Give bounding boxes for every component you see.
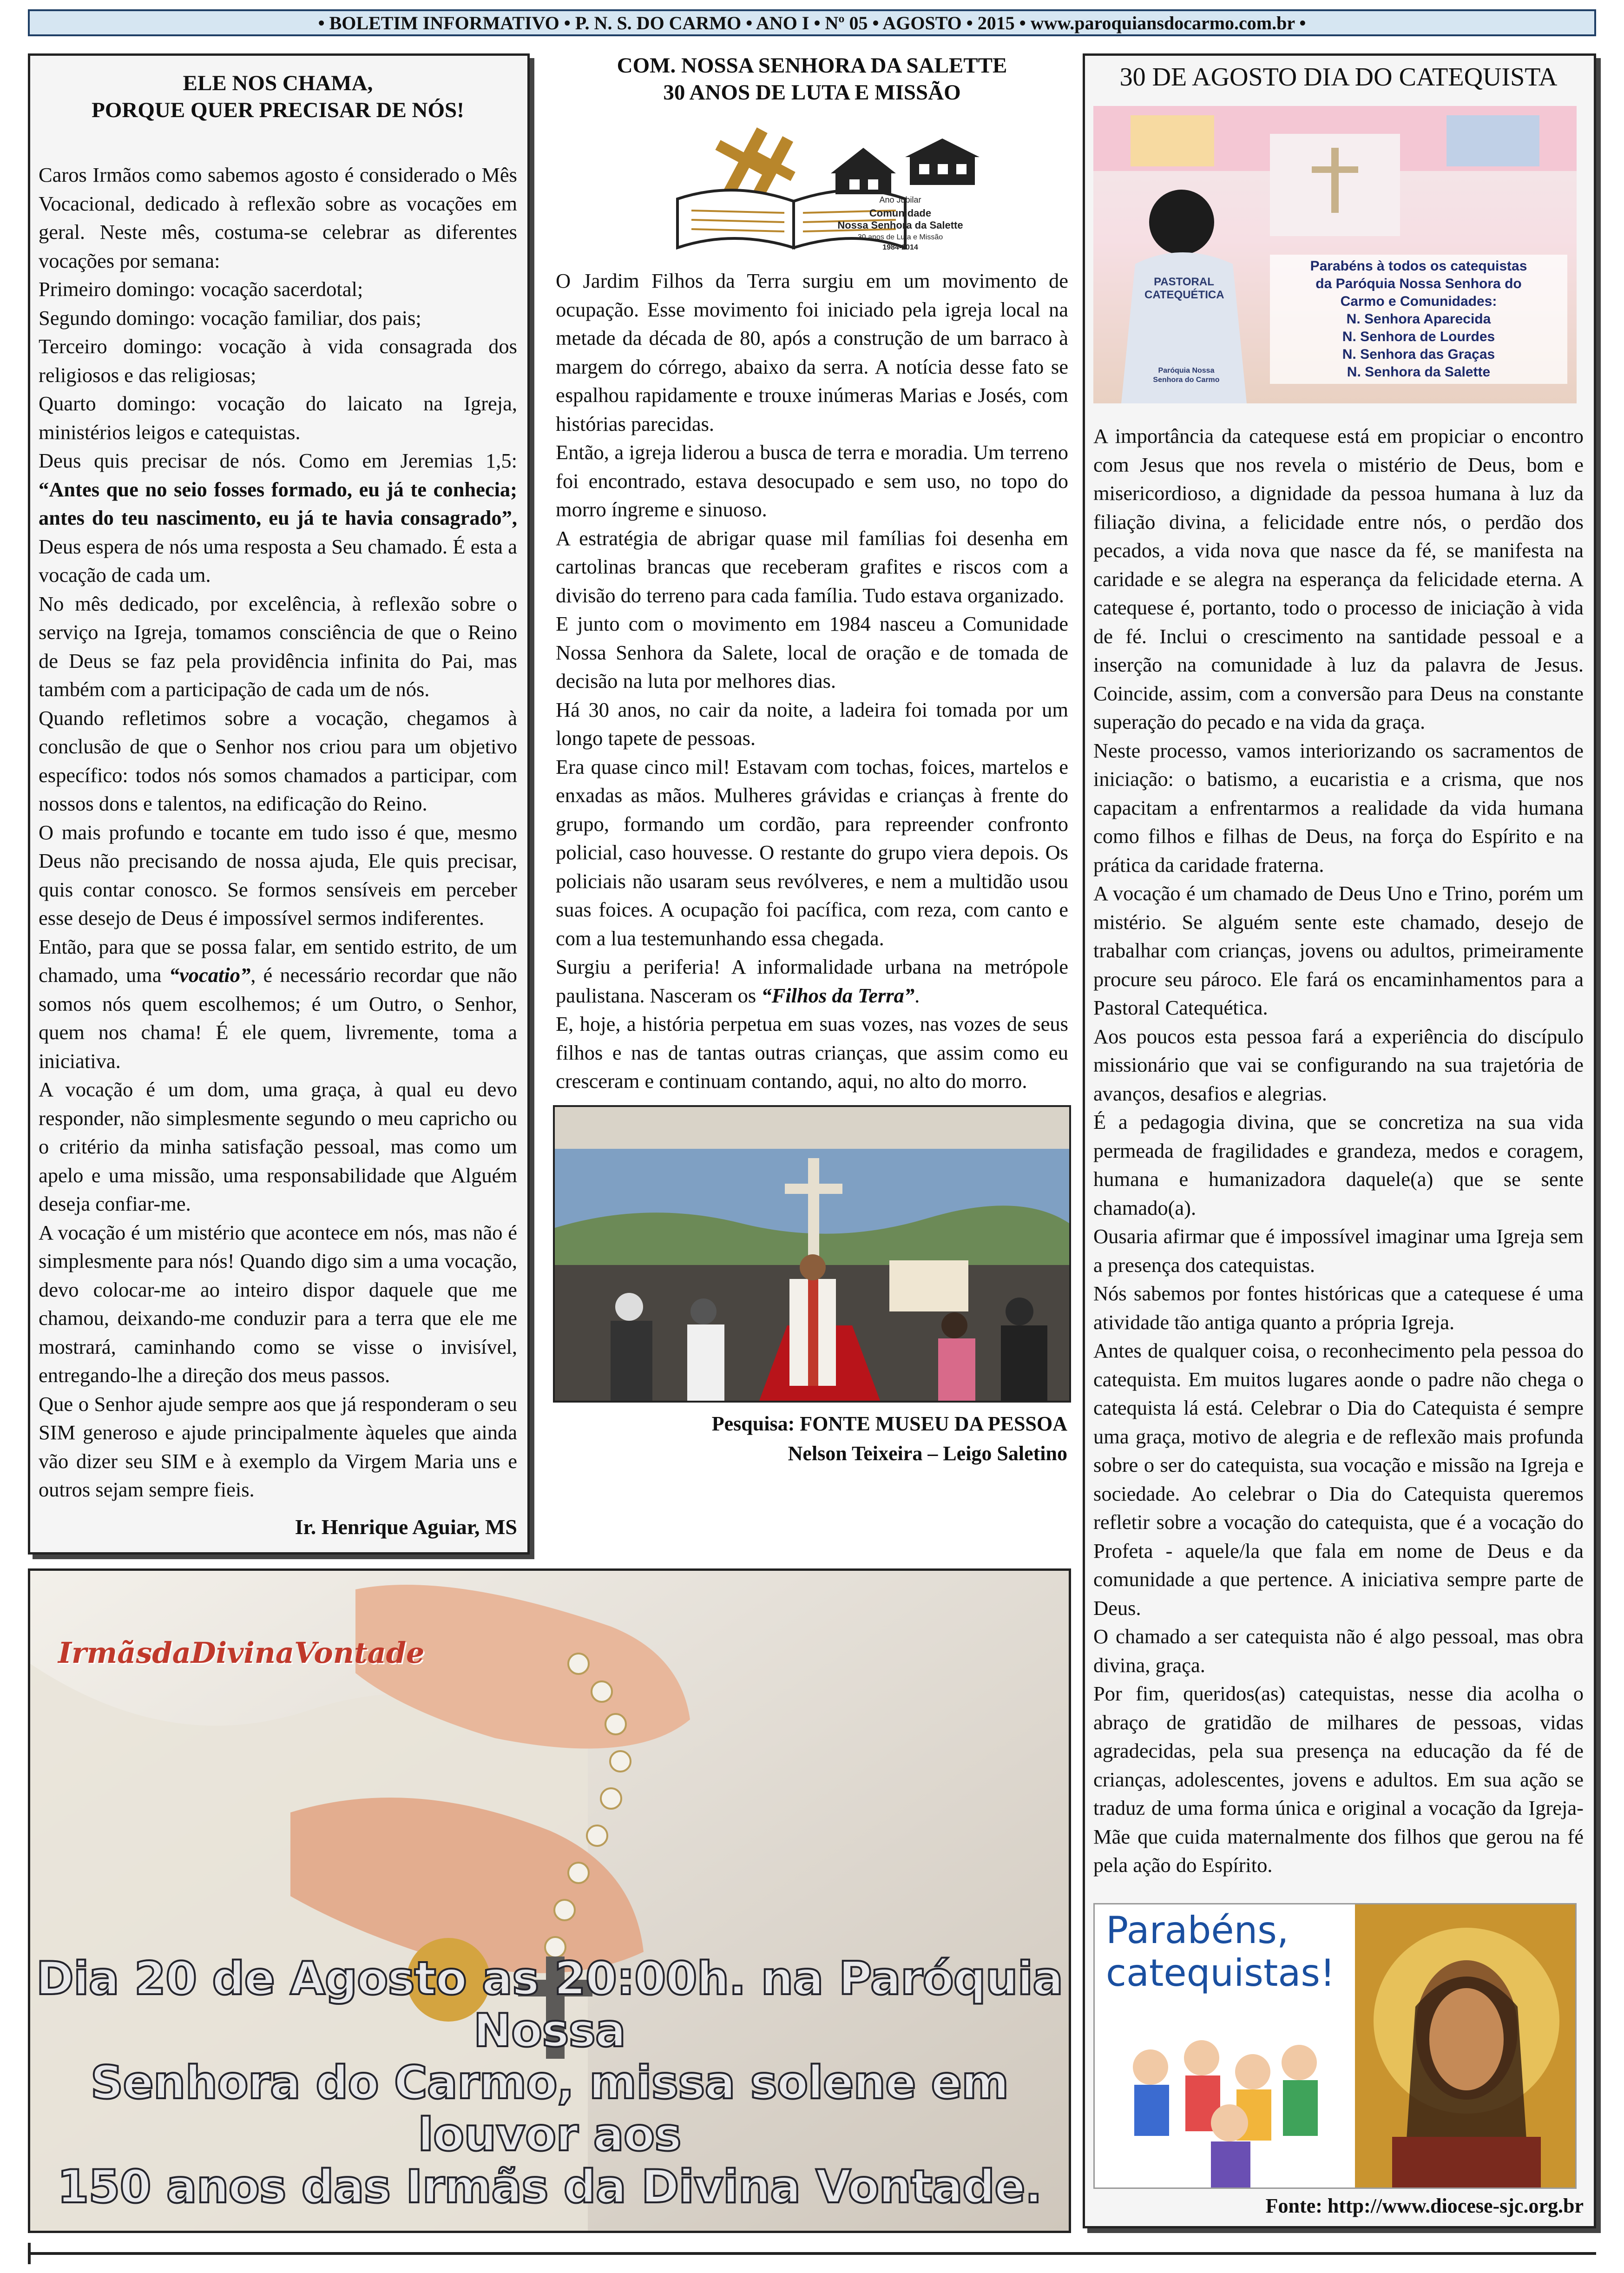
vest-line: PASTORAL — [1154, 276, 1214, 288]
text-run: Deus espera de nós uma resposta a Seu chamado. É esta a vocação de cada um. — [39, 534, 517, 586]
logo-line: Ano Jubilar — [879, 195, 921, 204]
paragraph: A vocação é um chamado de Deus Uno e Trino, porém um mistério. Se alguém sente este chamado, desejo de trabalhar com crianças, jovens ou adultos, primeiramente procure seu pároco. Ele fará os encaminhamentos para a Pastoral Catequética. — [1093, 882, 1584, 1019]
article-title — [39, 70, 517, 124]
header-banner — [28, 9, 1596, 36]
article-ele-nos-chama — [28, 53, 530, 1555]
paragraph — [556, 953, 1068, 1010]
logo-line: 1984-2014 — [882, 244, 918, 251]
paragraph: Era quase cinco mil! Estavam com tochas, foices, martelos e enxadas as mãos. Mulheres grávidas e crianças à frente do grupo, formando um cordão, para repreender confronto policial, caso houvesse. O restante do grupo viera depois. Os policiais não usaram seus revólveres, e nem a multidão usou suas foices. A ocupação foi pacífica, com reza, com canto e com a lua testemunhando essa chegada. — [556, 755, 1068, 950]
filhos-da-terra-term: “Filhos da Terra” — [761, 983, 915, 1007]
author-credit: Nelson Teixeira – Leigo Saletino — [788, 1442, 1067, 1465]
paragraph: Por fim, queridos(as) catequistas, nesse dia acolha o abraço de gratidão de milhares de pessoas, vidas agradecidas, pela sua presença na educação da fé de crianças, adolescentes, jovens e adultos. Em sua ação se traduz de uma forma única e original a vocação da Igreja-Mãe que cuida maternalmente dos filhos que gerou na fé pela ação do Espírito. — [1093, 1682, 1584, 1877]
banner-line: N. Senhora da Salette — [1347, 364, 1491, 380]
article-title: 30 DE AGOSTO DIA DO CATEQUISTA — [1119, 63, 1558, 92]
footer-rule — [28, 2252, 1596, 2255]
banner-line: N. Senhora Aparecida — [1346, 311, 1491, 327]
paragraph: Terceiro domingo: vocação à vida consagrada dos religiosos e das religiosas; — [39, 335, 517, 387]
paragraph: Antes de qualquer coisa, o reconhecimento pela pessoa do catequista. Em muitos lugares aonde o padre não chega o catequista lá está. Celebrar o Dia do Catequista é sempre uma graça, motivo de alegria e de reflexão mais profunda sobre o ser do catequista, sua vocação e missão na Igreja e sociedade. Ao celebrar o Dia do Catequista queremos refletir sobre a vocação do catequista, que é a vocação do Profeta - aquele/la que fala em nome de Deus e da comunidade a que pertence. A iniciativa sempre parte de Deus. — [1093, 1339, 1584, 1620]
paragraph: Quarto domingo: vocação do laicato na Igreja, ministérios leigos e catequistas. — [39, 392, 517, 444]
divina-vontade-ad — [28, 1568, 1071, 2233]
banner-line: N. Senhora das Graças — [1342, 347, 1495, 362]
text-run: Surgiu a periferia! A informalidade urbana na metrópole paulistana. Nasceram os — [556, 955, 1068, 1007]
paragraph: E, hoje, a história perpetua em suas vozes, nas vozes de seus filhos e nas de tantas outras crianças, que assim como eu cresceram e continuam contando, aqui, no alto do morro. — [556, 1012, 1068, 1093]
banner-line: Parabéns à todos os catequistas — [1310, 258, 1527, 274]
text-run: , é necessário recordar que não somos nós quem escolhemos; é um Outro, o Senhor, quem nos chama! É ele quem, livremente, toma a iniciativa. — [39, 963, 517, 1073]
article-body — [553, 267, 1071, 1096]
article-body — [1093, 422, 1584, 1880]
paragraph: Primeiro domingo: vocação sacerdotal; — [39, 277, 363, 301]
logo-line: Comunidade — [869, 207, 932, 219]
banner-line: Carmo e Comunidades: — [1340, 294, 1497, 309]
bible-quote: “Antes que no seio fosses formado, eu já te conhecia; antes do teu nascimento, eu já te havia consagrado”, — [39, 477, 517, 529]
announcement-line: 150 anos das Irmãs da Divina Vontade. — [57, 2161, 1042, 2214]
parabens-title — [1106, 1909, 1335, 1995]
vest-print — [1144, 276, 1223, 302]
paragraph: No mês dedicado, por excelência, à reflexão sobre o serviço na Igreja, tomamos consciência de que o Reino de Deus se faz pela providência infinita do Pai, mas também com a participação de cada um de nós. — [39, 592, 517, 701]
banner-line: da Paróquia Nossa Senhora do — [1315, 276, 1522, 291]
paragraph — [39, 447, 517, 590]
mass-announcement — [30, 1953, 1069, 2213]
parabens-catequistas-image — [1093, 1903, 1577, 2189]
paragraph: O chamado a ser catequista não é algo pessoal, mas obra divina, graça. — [1093, 1625, 1584, 1677]
paragraph: E junto com o movimento em 1984 nasceu a Comunidade Nossa Senhora da Salete, local de oração e de tomada de decisão na luta por melhores dias. — [556, 612, 1068, 692]
research-credit: Pesquisa: FONTE MUSEU DA PESSOA — [711, 1412, 1067, 1435]
paragraph: É a pedagogia divina, que se concretiza na sua vida permeada de fragilidades e grandeza, medos e coragem, humana e humanizadora daquele(a) que se sente chamado(a). — [1093, 1110, 1584, 1219]
paragraph: Então, a igreja liderou a busca de terra e moradia. Um terreno foi encontrado, estava desocupado e sem uso, no topo do morro íngreme e sinuoso. — [556, 441, 1068, 521]
paragraph: Há 30 anos, no cair da noite, a ladeira foi tomada por um longo tapete de pessoas. — [556, 698, 1068, 750]
paragraph: Aos poucos esta pessoa fará a experiência do discípulo missionário que vai se configurando na sua trajetória de avanços, desafios e alegrias. — [1093, 1024, 1584, 1105]
article-title-line2: PORQUE QUER PRECISAR DE NÓS! — [92, 98, 464, 122]
article-title-line1: COM. NOSSA SENHORA DA SALETTE — [617, 53, 1007, 78]
text-run: Então, para que se possa falar, em sentido estrito, de um chamado, uma — [39, 935, 517, 987]
paragraph: A importância da catequese está em propiciar o encontro com Jesus que nos revela o mistério de Deus, bom e misericordioso, a dignidade da pessoa humana à luz da filiação divina, a felicidade entre nós, o perdão dos pecados, a vida nova que nasce da fé, se manifesta na caridade e se alegra na esperança da felicidade eterna. A catequese é, portanto, todo o processo de iniciação à vida de fé. Inclui o crescimento na santidade pessoal e a inserção na comunidade à luz da palavra de Jesus. Coincide, assim, com a conversão para Deus na constante superação do pecado e na vida da graça. — [1093, 424, 1584, 733]
vest-line: CATEQUÉTICA — [1144, 289, 1224, 301]
paragraph: A vocação é um mistério que acontece em nós, mas não é simplesmente para nós! Quando digo sim a uma vocação, devo colocar-me ao inteiro dispor daquele que me chamou, deixando-me conduzir para a terra que ele me mostrará, caminhando como se visse o invisível, entregando-lhe a direção dos meus passos. — [39, 1220, 517, 1387]
article-title-line2: 30 ANOS DE LUTA E MISSÃO — [663, 80, 961, 105]
paragraph: O mais profundo e tocante em tudo isso é que, mesmo Deus não precisando de nossa ajuda, Ele quis precisar, quis contar conosco. Se formos sensíveis em perceber esse desejo de Deus é impossível sermos indiferentes. — [39, 820, 517, 929]
parabens-line: Parabéns, — [1106, 1909, 1289, 1952]
banner-line: N. Senhora de Lourdes — [1342, 329, 1495, 344]
logo-line: Nossa Senhora da Salette — [837, 219, 963, 231]
article-title-line1: ELE NOS CHAMA, — [183, 71, 373, 95]
paragraph: A vocação é um dom, uma graça, à qual eu devo responder, não simplesmente segundo o meu capricho ou o critério da minha satisfação pessoal, mas como um apelo e uma missão, uma responsabilidade que Alguém deseja confiar-me. — [39, 1078, 517, 1215]
paragraph: Quando refletimos sobre a vocação, chegamos à conclusão de que o Senhor nos criou para um objetivo específico: todos nós somos chamados a participar, com nossos dons e talentos, na edificação do Reino. — [39, 706, 517, 815]
author-signature: Ir. Henrique Aguiar, MS — [295, 1515, 517, 1539]
article-dia-catequista — [1083, 53, 1596, 2228]
paragraph — [39, 933, 517, 1076]
catechist-photo — [1093, 106, 1577, 403]
article-salette — [553, 52, 1071, 1567]
announcement-line: Dia 20 de Agosto as 20:00h. na Paróquia Nossa — [36, 1952, 1063, 2057]
congrats-banner — [1270, 255, 1567, 384]
church-mass-photo — [553, 1105, 1071, 1403]
paragraph: Caros Irmãos como sabemos agosto é considerado o Mês Vocacional, dedicado à reflexão sobre as vocações em geral. Neste mês, costuma-se celebrar as diferentes vocações por semana: — [39, 163, 517, 272]
announcement-line: Senhora do Carmo, missa solene em louvor aos — [90, 2056, 1009, 2161]
vocatio-term: “vocatio” — [169, 963, 251, 987]
parabens-line: catequistas! — [1106, 1951, 1335, 1995]
jubilee-logo — [645, 120, 980, 259]
article-body — [39, 161, 517, 1504]
header-banner-text: • BOLETIM INFORMATIVO • P. N. S. DO CARMO • ANO I • Nº 05 • AGOSTO • 2015 • www.paroquiansdocarmo.com.br • — [318, 12, 1306, 33]
paragraph: Segundo domingo: vocação familiar, dos pais; — [39, 306, 421, 329]
paragraph: Nós sabemos por fontes históricas que a catequese é uma atividade tão antiga quanto a própria Igreja. — [1093, 1282, 1584, 1334]
paragraph: A estratégia de abrigar quase mil famílias foi desenha em cartolinas brancas que receberam grafites e riscos com a divisão do terreno para cada família. Tudo estava organizado. — [556, 526, 1068, 607]
paragraph: Que o Senhor ajude sempre aos que já responderam o seu SIM generoso e ajude principalmente àqueles que ainda vão dizer seu SIM e à exemplo da Virgem Maria uns e outros sejam sempre fieis. — [39, 1392, 517, 1501]
article-title — [553, 52, 1071, 106]
paragraph: O Jardim Filhos da Terra surgiu em um movimento de ocupação. Esse movimento foi iniciado pela igreja local na metade da década de 80, após a construção de um barraco à margem do córrego, abaixo da serra. A notícia desse fato se espalhou rapidamente e trouxe inúmeras Marias e Josés, com histórias parecidas. — [556, 269, 1068, 435]
paragraph: Neste processo, vamos interiorizando os sacramentos de iniciação: o batismo, a eucaristia e a crisma, que nos capacitam a enfrentarmos a realidade da vida humana como filhos e filhas de Deus, na força do Espírito e na prática da caridade fraterna. — [1093, 738, 1584, 876]
text-run: Deus quis precisar de nós. Como em Jeremias 1,5: — [39, 449, 517, 472]
paragraph: Ousaria afirmar que é impossível imaginar uma Igreja sem a presença dos catequistas. — [1093, 1225, 1584, 1277]
source-credit: Fonte: http://www.diocese-sjc.org.br — [1265, 2194, 1584, 2217]
text-run: . — [914, 983, 920, 1007]
church-altar-illustration — [555, 1107, 1069, 1401]
logo-line: 30 anos de Luta e Missão — [857, 233, 943, 241]
divina-vontade-logo: IrmãsdaDivinaVontade — [58, 1636, 425, 1670]
vest-line: Paróquia Nossa Senhora do Carmo — [1153, 367, 1220, 384]
